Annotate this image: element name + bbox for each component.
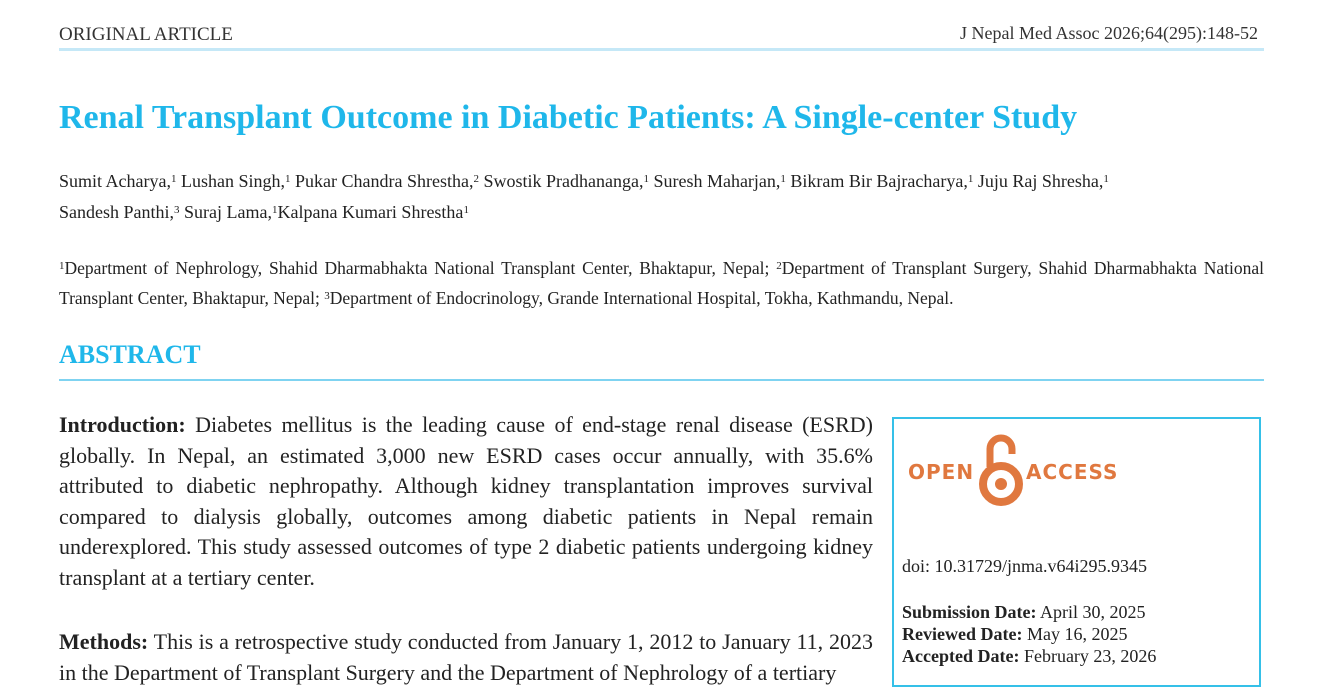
open-access-logo[interactable]: OPEN ACCESS [908,429,1118,509]
open-lock-icon [977,429,1025,509]
introduction-paragraph: Introduction: Diabetes mellitus is the leading cause of end-stage renal disease (ESRD) globally. In Nepal, an estimated 3,000 new ESRD cases occur annually, with 35.6% attributed to diabetic nephropathy. Although kidney transplantation improves survival compared to dialysis globally, outcomes among diabetic patients in Nepal remain underexplored. This study assessed outcomes of type 2 diabetic patients undergoing kidney transplant at a tertiary center. [59,412,873,590]
author[interactable]: Pukar Chandra Shrestha,$^2$ [295,171,479,191]
article-page [59,0,1265,685]
methods-label: Methods: [59,629,149,654]
article-dates [902,601,1156,667]
reviewed-date: Reviewed Date: May 16, 2025 [902,624,1128,644]
submission-date: Submission Date: April 30, 2025 [902,602,1146,622]
accepted-date: Accepted Date: February 23, 2026 [902,646,1157,666]
doi-link[interactable]: doi: 10.31729/jnma.v64i295.9345 [902,556,1147,576]
author[interactable]: Kalpana Kumari Shrestha$^1$ [277,202,469,222]
methods-paragraph: Methods: This is a retrospective study conducted from January 1, 2012 to January 11, 2023 in the Department of Transplant Surgery and the Department of Nephrology of a tertiary [59,629,873,685]
author[interactable]: Suraj Lama,$^1$ [184,202,278,222]
article-title: Renal Transplant Outcome in Diabetic Patients: A Single-center Study [59,99,1078,136]
author[interactable]: Sumit Acharya,$^1$ [59,171,177,191]
author[interactable]: Swostik Pradhananga,$^1$ [483,171,649,191]
author[interactable]: Bikram Bir Bajracharya,$^1$ [790,171,974,191]
article-type: ORIGINAL ARTICLE [59,24,233,45]
author[interactable]: Suresh Maharjan,$^1$ [653,171,786,191]
author[interactable]: Juju Raj Shresha,$^1$ [977,171,1109,191]
article-info-box [892,417,1261,687]
introduction-label: Introduction: [59,412,186,437]
author[interactable]: Sandesh Panthi,$^3$ [59,202,180,222]
author[interactable]: Lushan Singh,$^1$ [180,171,291,191]
author-list [59,166,1264,228]
journal-header [59,22,1264,51]
journal-citation: J Nepal Med Assoc 2026;64(295):148-52 [960,23,1258,43]
abstract-heading: ABSTRACT [59,340,201,369]
abstract-divider [59,379,1264,381]
affiliations: $^1$Department of Nephrology, Shahid Dharmabhakta National Transplant Center, Bhaktapur, Nepal; $^2$Department of Transplant Surgery, Shahid Dharmabhakta National Transplant Center, Bhaktapur, Nepal; $^3$Department of Endocrinology, Grande International Hospital, Tokha, Kathmandu, Nepal. [59,258,1265,308]
